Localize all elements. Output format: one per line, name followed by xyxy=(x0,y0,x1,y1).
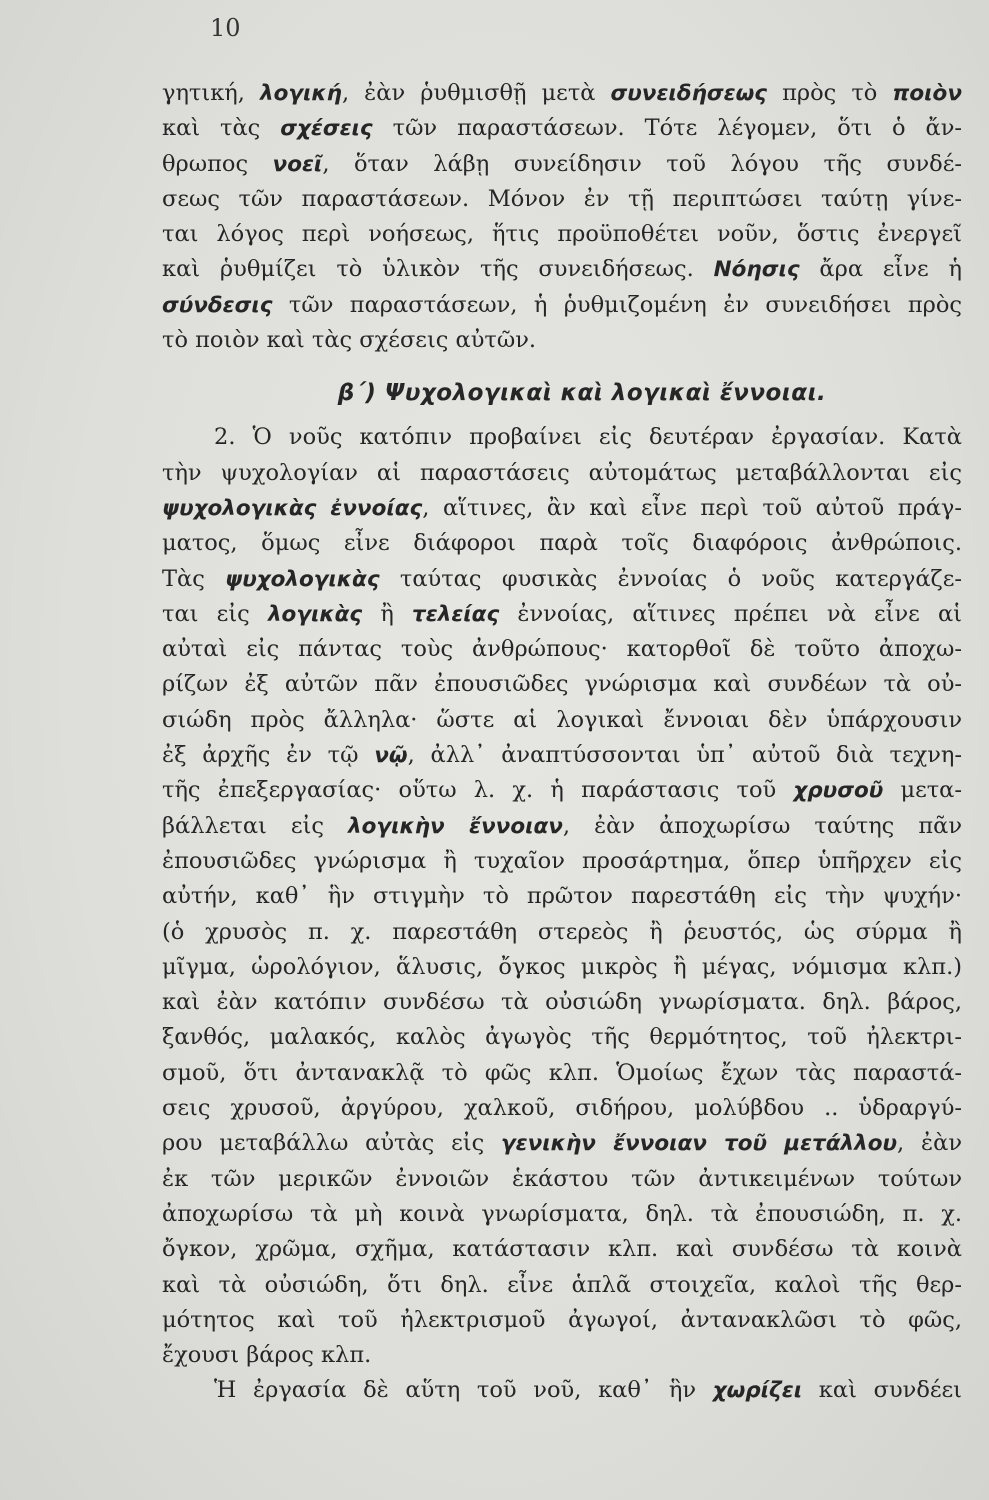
text-run: θρωπος xyxy=(162,150,273,177)
text-line xyxy=(162,809,962,844)
emphasis-term: χωρίζει xyxy=(712,1378,803,1404)
text-line: σμοῦ, ὅτι ἀντανακλᾷ τὸ φῶς κλπ. Ὁμοίως ἔχων τὰς παραστά- xyxy=(162,1059,962,1086)
text-run: ταύτας φυσικὰς ἐννοίας ὁ νοῦς κατεργάζε- xyxy=(379,565,962,592)
emphasis-term: νοεῖ xyxy=(272,151,323,177)
text-run: ἐξ ἀρχῆς ἐν τῷ xyxy=(162,742,375,769)
text-line: αὐταὶ εἰς πάντας τοὺς ἀνθρώπους· κατορθοῖ δὲ τοῦτο ἀποχω- xyxy=(162,636,962,663)
text-run: , ὅταν λάβῃ συνείδησιν τοῦ λόγου τῆς συνδέ- xyxy=(322,150,962,177)
text-line xyxy=(162,1373,962,1408)
text-run: ρου μεταβάλλω αὐτὰς εἰς xyxy=(162,1130,502,1157)
text-run: τῶν παραστάσεων. Τότε λέγομεν, ὅτι ὁ ἄν- xyxy=(372,115,962,142)
text-line: σεως τῶν παραστάσεων. Μόνον ἐν τῇ περιπτώσει ταύτῃ γίνε- xyxy=(162,185,962,212)
text-line: καὶ ἐὰν κατόπιν συνδέσω τὰ οὐσιώδη γνωρίσματα. δηλ. βάρος, xyxy=(162,989,962,1016)
emphasis-term: σχέσεις xyxy=(280,116,373,142)
emphasis-term: νῷ xyxy=(374,743,408,769)
text-line: ματος, ὅμως εἶνε διάφοροι παρὰ τοῖς διαφόροις ἀνθρώποις. xyxy=(162,530,962,557)
emphasis-term: ψυχολογικὰς xyxy=(225,566,380,592)
text-run: βάλλεται εἰς xyxy=(162,812,349,839)
text-line: ἐκ τῶν μερικῶν ἐννοιῶν ἑκάστου τῶν ἀντικειμένων τούτων xyxy=(162,1165,962,1192)
text-line: τὸ ποιὸν καὶ τὰς σχέσεις αὐτῶν. xyxy=(162,327,537,354)
emphasis-term: σύνδεσις xyxy=(162,292,273,318)
text-run: ἢ xyxy=(362,600,413,627)
text-line: (ὁ χρυσὸς π. χ. παρεστάθη στερεὸς ἢ ῥευστός, ὡς σύρμα ἢ xyxy=(162,918,962,945)
text-run: ἄρα εἶνε ἡ xyxy=(799,256,962,283)
text-line xyxy=(162,773,962,808)
emphasis-term: ψυχολογικὰς ἐννοίας xyxy=(162,495,423,521)
text-line: 2. Ὁ νοῦς κατόπιν προβαίνει εἰς δευτέραν ἐργασίαν. Κατὰ xyxy=(214,424,962,451)
emphasis-term: ποιὸν xyxy=(892,81,962,106)
text-line: ὄγκον, χρῶμα, σχῆμα, κατάστασιν κλπ. καὶ συνδέσω τὰ κοινὰ xyxy=(162,1236,962,1263)
page-number: 10 xyxy=(210,14,241,42)
text-line xyxy=(162,252,962,287)
text-run: , ἐὰν ῥυθμισθῇ μετὰ xyxy=(341,80,611,106)
text-line: αὐτήν, καθ᾽ ἣν στιγμὴν τὸ πρῶτον παρεστάθη εἰς τὴν ψυχήν· xyxy=(162,883,962,910)
text-run: καὶ ῥυθμίζει τὸ ὑλικὸν τῆς συνειδήσεως. xyxy=(162,256,714,283)
text-run: καὶ συνδέει xyxy=(802,1377,962,1404)
text-line: ἐπουσιῶδες γνώρισμα ἢ τυχαῖον προσάρτημα, ὅπερ ὑπῆρχεν εἰς xyxy=(162,847,962,874)
emphasis-term: Νόησις xyxy=(713,257,800,283)
text-line: σιώδη πρὸς ἄλληλα· ὥστε αἱ λογικαὶ ἔννοιαι δὲν ὑπάρχουσιν xyxy=(162,706,962,733)
text-run: τῆς ἐπεξεργασίας· οὕτω λ. χ. ἡ παράστασις τοῦ xyxy=(162,777,794,804)
emphasis-term: γενικὴν ἔννοιαν τοῦ μετάλλου xyxy=(501,1131,898,1157)
text-run: , ἐὰν ἀποχωρίσω ταύτης πᾶν xyxy=(562,812,962,839)
text-line: ται λόγος περὶ νοήσεως, ἥτις προϋποθέτει νοῦν, ὅστις ἐνεργεῖ xyxy=(162,221,962,248)
text-run: πρὸς τὸ xyxy=(767,80,893,106)
text-run: , ἀλλ᾽ ἀναπτύσσονται ὑπ᾽ αὐτοῦ διὰ τεχνη- xyxy=(407,742,962,769)
text-line xyxy=(162,738,962,773)
text-run: μετα- xyxy=(883,777,962,804)
text-line: ἀποχωρίσω τὰ μὴ κοινὰ γνωρίσματα, δηλ. τὰ ἐπουσιώδη, π. χ. xyxy=(162,1200,962,1227)
text-run: γητική, xyxy=(162,80,260,106)
text-run: ται εἰς xyxy=(162,600,268,627)
text-line: μῖγμα, ὡρολόγιον, ἅλυσις, ὄγκος μικρὸς ἢ μέγας, νόμισμα κλπ.) xyxy=(162,953,962,980)
text-run: ἐννοίας, αἵτινες πρέπει νὰ εἶνε αἱ xyxy=(499,600,962,627)
emphasis-term: λογικὴν ἔννοιαν xyxy=(348,813,563,839)
text-line: τὴν ψυχολογίαν αἱ παραστάσεις αὐτομάτως μεταβάλλονται εἰς xyxy=(162,459,962,486)
text-line: ξανθός, μαλακός, καλὸς ἀγωγὸς τῆς θερμότητος, τοῦ ἠλεκτρι- xyxy=(162,1024,962,1051)
text-line xyxy=(162,76,962,111)
emphasis-term: χρυσοῦ xyxy=(793,778,884,804)
text-line xyxy=(162,562,962,597)
section-heading: β΄) Ψυχολογικαὶ καὶ λογικαὶ ἔννοιαι. xyxy=(337,380,827,407)
text-line: καὶ τὰ οὐσιώδη, ὅτι δηλ. εἶνε ἁπλᾶ στοιχεῖα, καλοὶ τῆς θερ- xyxy=(162,1271,962,1298)
text-run: , αἵτινες, ἂν καὶ εἶνε περὶ τοῦ αὐτοῦ πράγ- xyxy=(422,494,962,521)
text-line xyxy=(162,111,962,146)
text-line xyxy=(162,491,962,526)
emphasis-term: λογικὰς xyxy=(267,601,363,627)
text-line: ρίζων ἐξ αὐτῶν πᾶν ἐπουσιῶδες γνώρισμα καὶ συνδέων τὰ οὐ- xyxy=(162,671,962,698)
emphasis-term: λογική xyxy=(259,81,342,106)
text-line xyxy=(162,597,962,632)
text-line: σεις χρυσοῦ, ἀργύρου, χαλκοῦ, σιδήρου, μολύβδου .. ὑδραργύ- xyxy=(162,1095,962,1122)
text-run: τῶν παραστάσεων, ἡ ῥυθμιζομένη ἐν συνειδήσει πρὸς xyxy=(272,291,962,318)
body-text xyxy=(162,76,962,1409)
text-line xyxy=(162,288,962,323)
text-run: , ἐὰν xyxy=(897,1130,962,1157)
text-run: Ἡ ἐργασία δὲ αὕτη τοῦ νοῦ, καθ᾽ ἣν xyxy=(214,1377,713,1404)
text-line xyxy=(162,147,962,182)
emphasis-term: τελείας xyxy=(412,601,500,627)
text-line xyxy=(162,1126,962,1161)
text-line: ἔχουσι βάρος κλπ. xyxy=(162,1342,372,1369)
emphasis-term: συνειδήσεως xyxy=(610,81,768,106)
text-run: Τὰς xyxy=(162,565,226,592)
text-line: μότητος καὶ τοῦ ἠλεκτρισμοῦ ἀγωγοί, ἀντανακλῶσι τὸ φῶς, xyxy=(162,1306,962,1333)
text-run: καὶ τὰς xyxy=(162,115,281,142)
